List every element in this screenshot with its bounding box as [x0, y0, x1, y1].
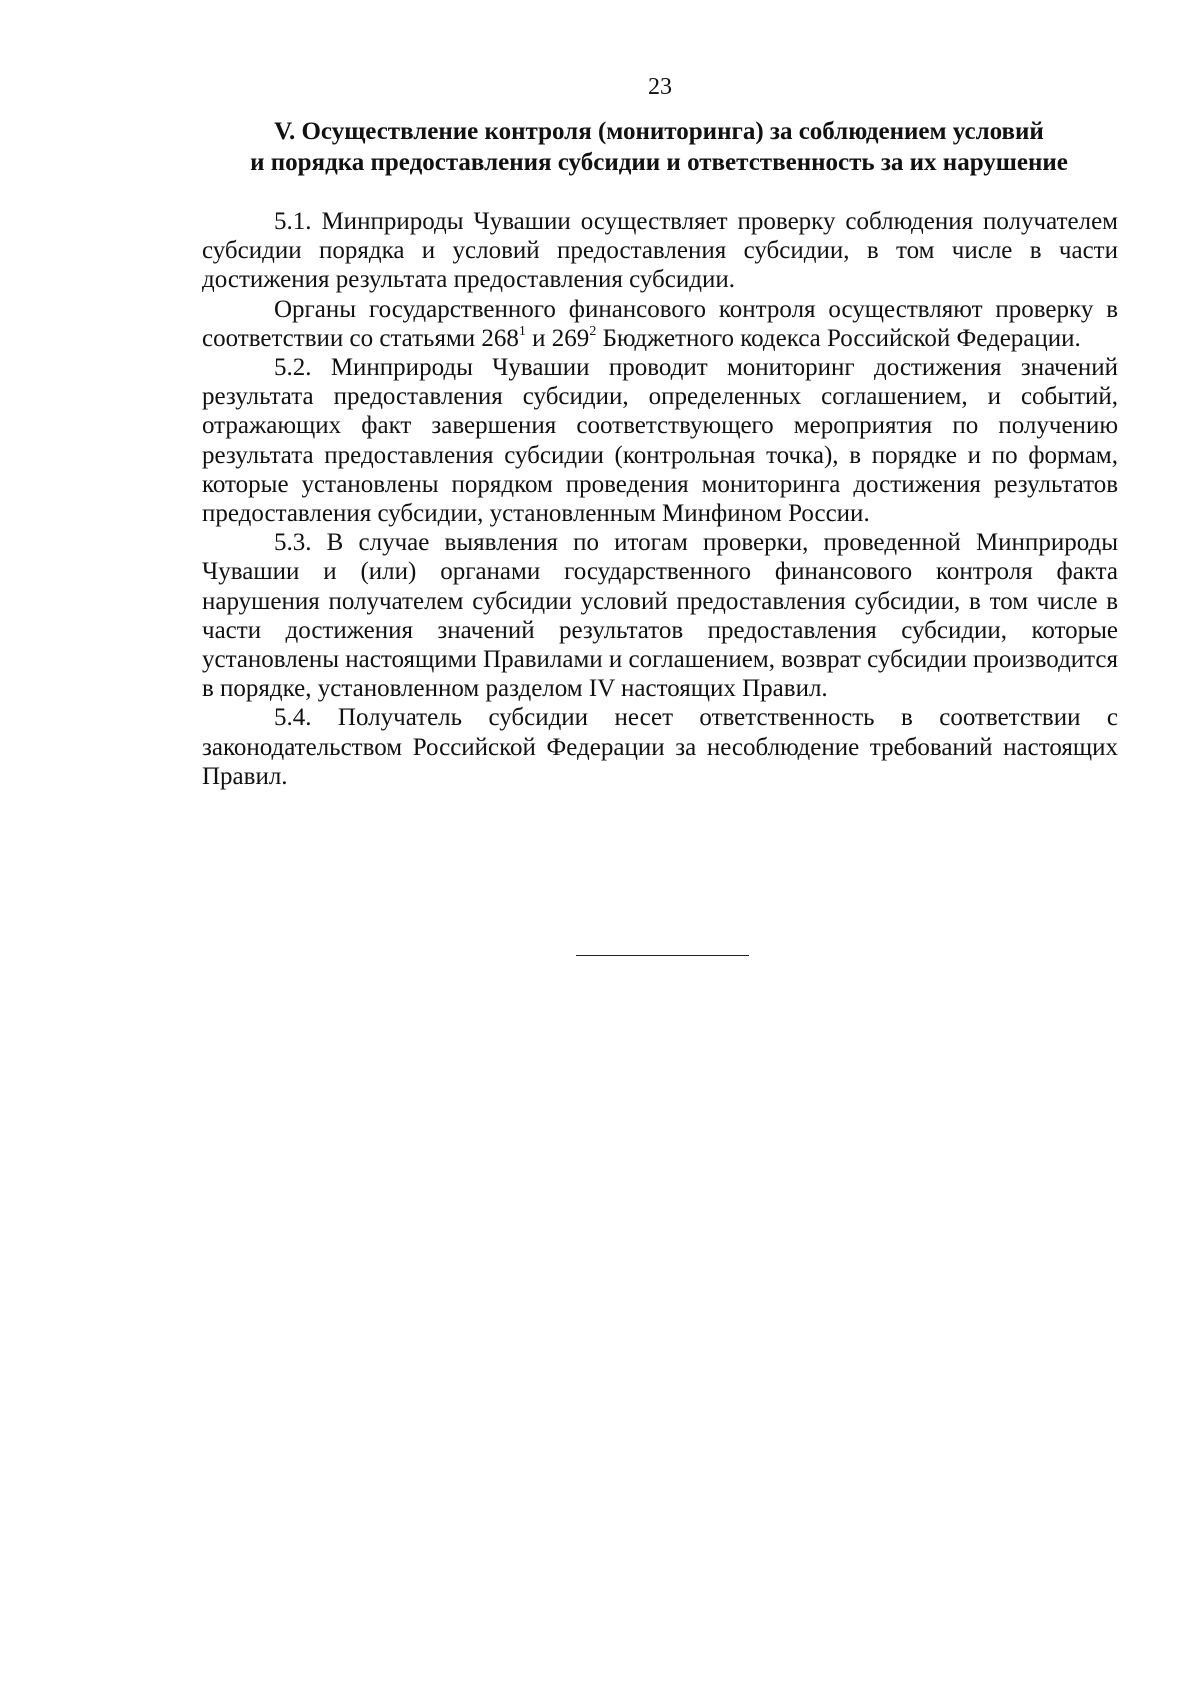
section-heading-line-1: V. Осуществление контроля (мониторинга) за соблюдением условий — [274, 118, 1044, 145]
section-body — [202, 207, 1118, 791]
page-number: 23 — [648, 74, 672, 100]
paragraph-5-3: 5.3. В случае выявления по итогам проверки, проведенной Минприроды Чувашии и (или) органами государственного финансового контроля факта нарушения получателем субсидии условий предоставления субсидии, в том числе в части достижения значений результатов предоставления субсидии, которые установлены настоящими Правилами и соглашением, возврат субсидии производится в порядке, установленном разделом IV настоящих Правил. — [202, 529, 1118, 703]
section-heading-line-2: и порядка предоставления субсидии и ответственность за их нарушение — [250, 149, 1068, 176]
end-of-document-rule — [576, 955, 749, 956]
paragraph-5-4: 5.4. Получатель субсидии несет ответственность в соответствии с законодательством Российской Федерации за несоблюдение требований настоящих Правил. — [202, 704, 1118, 790]
article-superscript-1: 1 — [518, 323, 526, 339]
paragraph-control-bodies-text-3: Бюджетного кодекса Российской Федерации. — [596, 324, 1081, 352]
paragraph-control-bodies — [202, 295, 1118, 353]
paragraph-5-2: 5.2. Минприроды Чувашии проводит мониторинг достижения значений результата предоставления субсидии, определенных соглашением, и событий, отражающих факт завершения соответствующего мероприятия по получению результата предоставления субсидии (контрольная точка), в порядке и по формам, которые установлены порядком проведения мониторинга достижения результатов предоставления субсидии, установленным Минфином России. — [202, 354, 1118, 528]
section-heading — [200, 116, 1118, 178]
paragraph-control-bodies-text-2: и 269 — [525, 324, 590, 352]
paragraph-control-bodies-text-1: Органы государственного финансового контроля осуществляют проверку в соответствии со статьями 268 — [202, 295, 1118, 352]
paragraph-5-1: 5.1. Минприроды Чувашии осуществляет проверку соблюдения получателем субсидии порядка и условий предоставления субсидии, в том числе в части достижения результата предоставления субсидии. — [202, 208, 1118, 294]
article-superscript-2: 2 — [589, 323, 597, 339]
